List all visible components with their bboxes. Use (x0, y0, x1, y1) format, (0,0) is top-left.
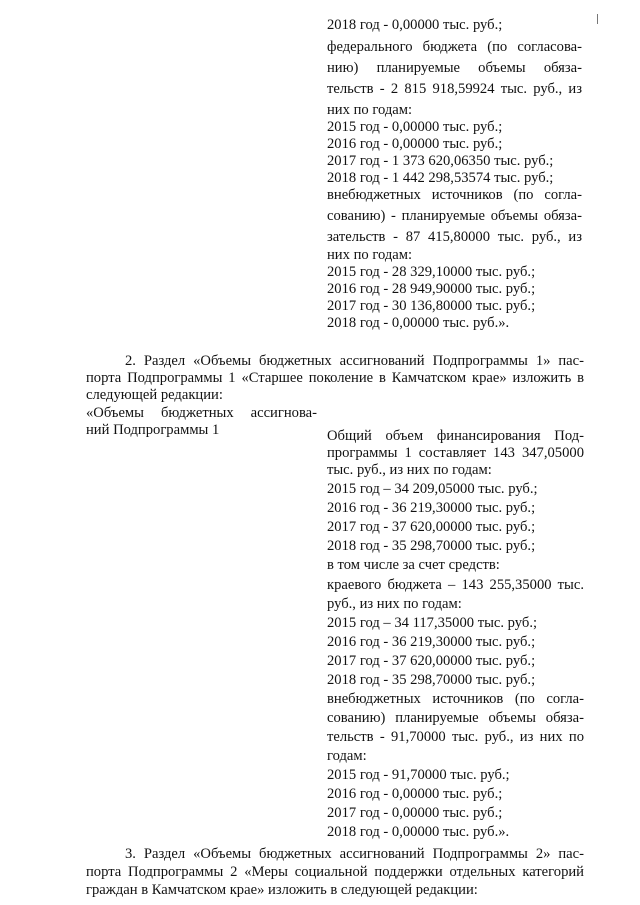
text-line: ний Подпрограммы 1 (86, 422, 220, 438)
text-line: годам: (327, 748, 367, 764)
text-line: 2. Раздел «Объемы бюджетных ассигнований Подпрограммы 1» пас- (125, 353, 584, 369)
text-line: 2015 год - 28 329,10000 тыс. руб.; (327, 264, 536, 280)
text-line: них по годам: (327, 247, 413, 263)
text-line: сованию) планируемые объемы обяза- (327, 710, 584, 726)
text-line: внебюджетных источников (по согла- (327, 691, 584, 707)
text-line: 2016 год - 0,00000 тыс. руб.; (327, 136, 503, 152)
text-line: 2017 год - 37 620,00000 тыс. руб.; (327, 519, 536, 535)
text-line: 2017 год - 30 136,80000 тыс. руб.; (327, 298, 536, 314)
text-line: Общий объем финансирования Под- (327, 428, 584, 444)
text-line: краевого бюджета – 143 255,35000 тыс. (327, 577, 584, 593)
text-line: 2016 год - 36 219,30000 тыс. руб.; (327, 500, 536, 516)
text-line: 2016 год - 0,00000 тыс. руб.; (327, 786, 503, 802)
text-line: в том числе за счет средств: (327, 557, 500, 573)
text-line: 2018 год - 35 298,70000 тыс. руб.; (327, 538, 536, 554)
text-line: 2015 год – 34 209,05000 тыс. руб.; (327, 481, 538, 497)
text-line: 2017 год - 1 373 620,06350 тыс. руб.; (327, 153, 554, 169)
text-line: сованию) - планируемые объемы обяза- (327, 208, 582, 224)
text-line: них по годам: (327, 102, 413, 118)
text-line: внебюджетных источников (по согла- (327, 187, 582, 203)
text-line: порта Подпрограммы 1 «Старшее поколение в Камчатском крае» изложить в (86, 370, 584, 386)
text-line: 2018 год - 0,00000 тыс. руб.». (327, 824, 510, 840)
text-line: 2017 год - 37 620,00000 тыс. руб.; (327, 653, 536, 669)
text-line: федерального бюджета (по согласова- (327, 39, 582, 55)
text-line: тельств - 91,70000 тыс. руб., из них по (327, 729, 584, 745)
text-line: следующей редакции: (86, 387, 223, 403)
text-line: 2018 год - 1 442 298,53574 тыс. руб.; (327, 170, 554, 186)
text-line: «Объемы бюджетных ассигнова- (86, 405, 317, 421)
text-line: 3. Раздел «Объемы бюджетных ассигнований Подпрограммы 2» пас- (125, 846, 584, 862)
text-line: 2016 год - 36 219,30000 тыс. руб.; (327, 634, 536, 650)
text-line: зательств - 87 415,80000 тыс. руб., из (327, 229, 582, 245)
text-line: 2015 год - 91,70000 тыс. руб.; (327, 767, 510, 783)
text-line: нию) планируемые объемы обяза- (327, 60, 582, 76)
scan-mark (597, 14, 598, 24)
text-line: руб., из них по годам: (327, 596, 462, 612)
text-line: 2015 год - 0,00000 тыс. руб.; (327, 119, 503, 135)
text-line: порта Подпрограммы 2 «Меры социальной поддержки отдельных категорий (86, 864, 584, 880)
text-line: 2018 год - 0,00000 тыс. руб.». (327, 315, 510, 331)
text-line: тыс. руб., из них по годам: (327, 462, 492, 478)
text-line: 2017 год - 0,00000 тыс. руб.; (327, 805, 503, 821)
text-line: программы 1 составляет 143 347,05000 (327, 445, 584, 461)
text-line: граждан в Камчатском крае» изложить в следующей редакции: (86, 882, 478, 898)
text-line: тельств - 2 815 918,59924 тыс. руб., из (327, 81, 582, 97)
text-line: 2018 год - 0,00000 тыс. руб.; (327, 17, 503, 33)
text-line: 2018 год - 35 298,70000 тыс. руб.; (327, 672, 536, 688)
text-line: 2016 год - 28 949,90000 тыс. руб.; (327, 281, 536, 297)
text-line: 2015 год – 34 117,35000 тыс. руб.; (327, 615, 538, 631)
